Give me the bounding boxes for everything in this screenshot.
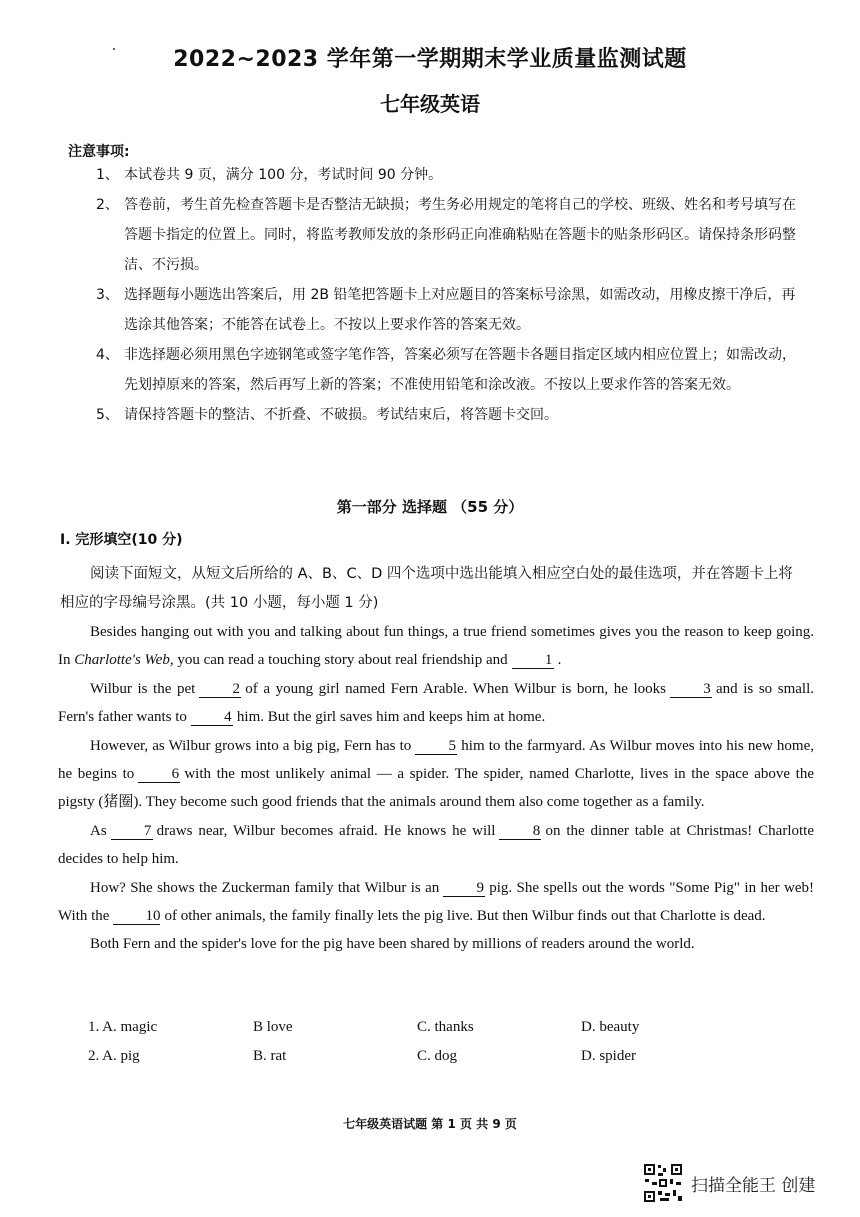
note-text: 选择题每小题选出答案后，用 2B 铅笔把答题卡上对应题目的答案标号涂黑，如需改动，用橡皮擦干净后，再选涂其他答案；不能答在试卷上。不按以上要求作答的答案无效。 (124, 287, 796, 333)
options-list (88, 1019, 808, 1077)
option-a: 2. A. pig (88, 1048, 140, 1064)
scanner-watermark (643, 1163, 815, 1203)
paragraph: How? She shows the Zuckerman family that Wilbur is an 9 pig. She spells out the words "Some Pig" in her web! With the 10 of other animals, the family finally lets the pig live. But then Wilbur finds out that Charlotte is dead. (58, 879, 814, 925)
note-number: 1、 (96, 167, 119, 183)
note-number: 2、 (96, 197, 119, 213)
option-row (88, 1048, 808, 1077)
paragraph: As 7 draws near, Wilbur becomes afraid. He knows he will 8 on the dinner table at Christmas! Charlotte decides to help him. (58, 822, 814, 868)
section-title: 第一部分 选择题 （55 分） (336, 498, 524, 516)
blank-6: 6 (138, 766, 180, 783)
option-d: D. spider (581, 1048, 636, 1064)
blank-3: 3 (670, 681, 712, 698)
blank-8: 8 (499, 823, 541, 840)
blank-4: 4 (191, 709, 233, 726)
blank-1: 1 (512, 652, 554, 669)
note-item (96, 160, 796, 190)
blank-5: 5 (415, 738, 457, 755)
option-b: B love (253, 1019, 293, 1035)
note-number: 5、 (96, 407, 119, 423)
note-text: 答卷前，考生首先检查答题卡是否整洁无缺损；考生务必用规定的笔将自己的学校、班级、姓名和考号填写在答题卡指定的位置上。同时，将监考教师发放的条形码正向准确粘贴在答题卡的贴条形码区。请保持条形码整洁、不污损。 (124, 197, 796, 273)
blank-9: 9 (443, 880, 485, 897)
paragraph: Wilbur is the pet 2 of a young girl named Fern Arable. When Wilbur is born, he looks 3 and is so small. Fern's father wants to 4 him. But the girl saves him and keeps him at home. (58, 680, 814, 726)
book-title: Charlotte's Web (74, 652, 170, 669)
qr-code-icon (643, 1163, 683, 1203)
blank-10: 10 (113, 908, 160, 925)
notes-heading: 注意事项: (68, 144, 130, 160)
note-number: 3、 (96, 287, 119, 303)
blank-2: 2 (199, 681, 241, 698)
option-c: C. dog (417, 1048, 458, 1064)
paragraph: However, as Wilbur grows into a big pig, Fern has to 5 him to the farmyard. As Wilbur moves into his new home, he begins to 6 with the most unlikely animal — a spider. The spider, named Charlotte, lives in the space above the pigsty (猪圈). They become such good friends that the animals around them also come together as a family. (58, 737, 815, 811)
part-heading: I. 完形填空(10 分) (60, 532, 183, 548)
paragraph: Besides hanging out with you and talking about fun things, a true friend sometimes gives you the reason to keep going. In Charlotte's Web, you can read a touching story about real friendship and 1 . (58, 624, 814, 669)
instructions: 阅读下面短文，从短文后所给的 A、B、C、D 四个选项中选出能填入相应空白处的最佳选项，并在答题卡上将相应的字母编号涂黑。(共 10 小题，每小题 1 分) (60, 566, 793, 611)
note-item (96, 400, 796, 430)
option-b: B. rat (253, 1048, 287, 1064)
page-title: 2022~2023 学年第一学期期末学业质量监测试题 (173, 47, 687, 72)
note-number: 4、 (96, 347, 119, 363)
note-text: 请保持答题卡的整洁、不折叠、不破损。考试结束后，将答题卡交回。 (124, 407, 558, 423)
paragraph: Both Fern and the spider's love for the pig have been shared by millions of readers around the world. (90, 936, 695, 953)
note-text: 非选择题必须用黑色字迹钢笔或签字笔作答，答案必须写在答题卡各题目指定区域内相应位置上；如需改动，先划掉原来的答案，然后再写上新的答案；不准使用铅笔和涂改液。不按以上要求作答的答案无效。 (124, 347, 796, 393)
note-item (96, 280, 796, 340)
cloze-passage (58, 618, 814, 959)
option-d: D. beauty (581, 1019, 640, 1035)
note-item (96, 190, 796, 280)
option-c: C. thanks (417, 1019, 474, 1035)
note-text: 本试卷共 9 页，满分 100 分，考试时间 90 分钟。 (124, 167, 443, 183)
page-subtitle: 七年级英语 (380, 92, 480, 116)
notes-list (96, 160, 796, 430)
option-row (88, 1019, 808, 1048)
blank-7: 7 (111, 823, 153, 840)
option-a: 1. A. magic (88, 1019, 158, 1035)
note-item (96, 340, 796, 400)
page-footer: 七年级英语试题 第 1 页 共 9 页 (343, 1117, 517, 1131)
watermark-text: 扫描全能王 创建 (691, 1175, 816, 1196)
